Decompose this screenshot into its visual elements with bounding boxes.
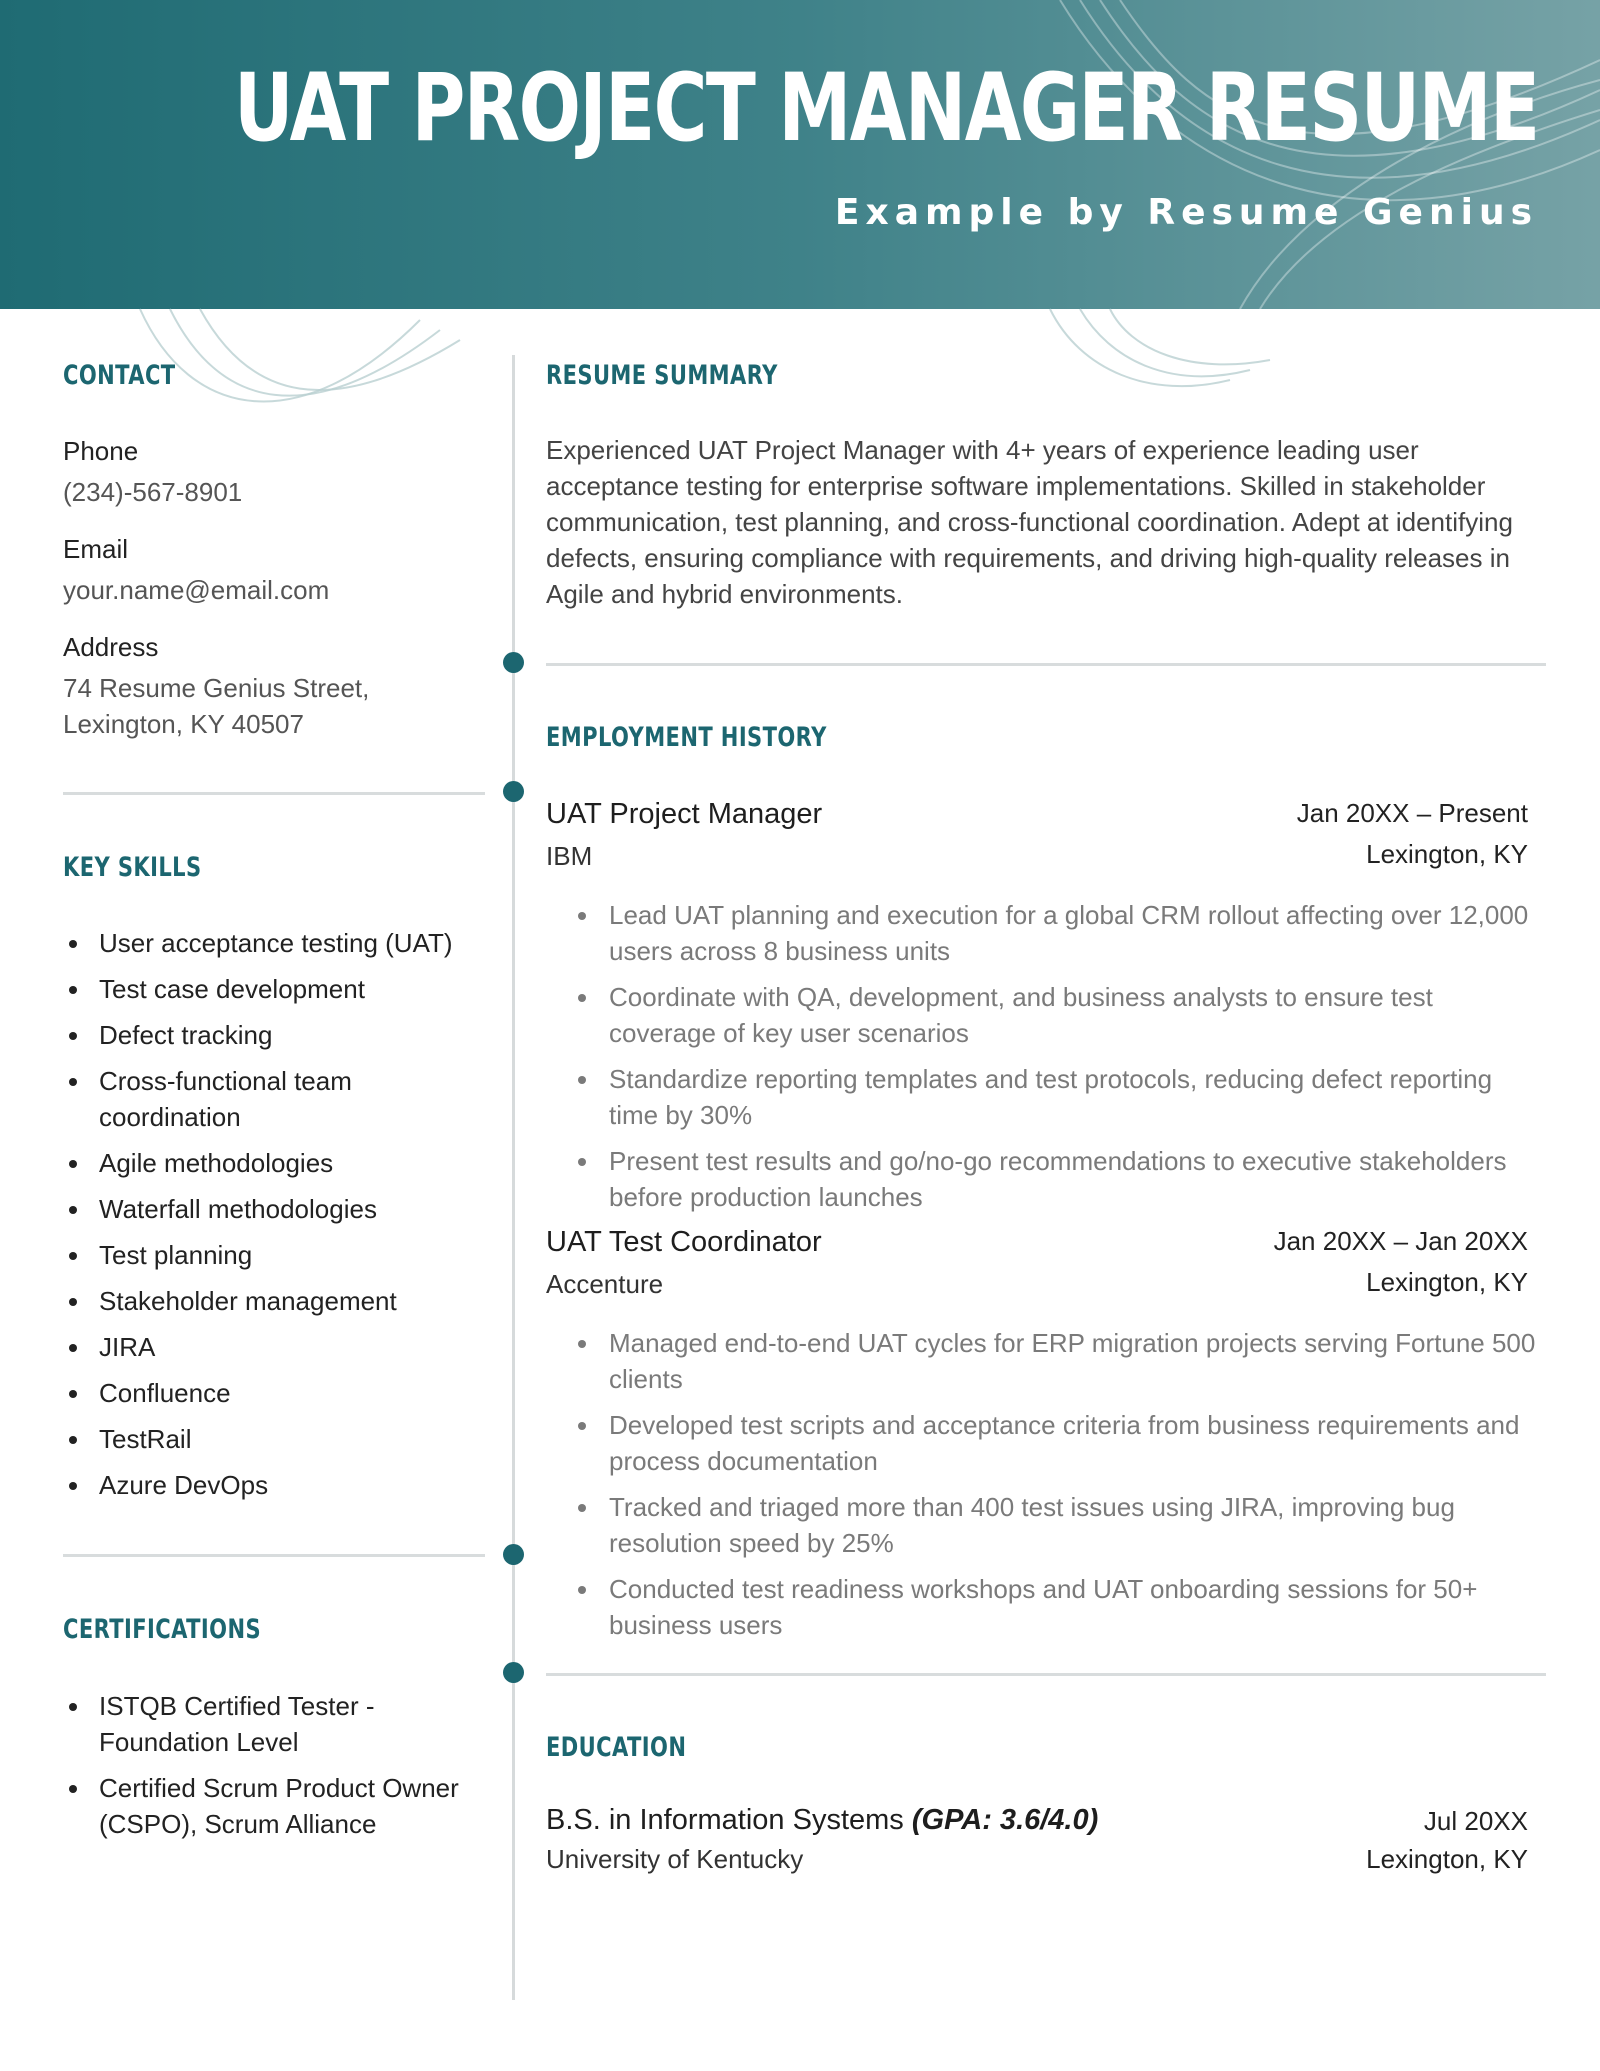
job-location: Lexington, KY: [1366, 839, 1528, 869]
email-value: your.name@email.com: [63, 575, 330, 605]
job-location: Lexington, KY: [1366, 1267, 1528, 1297]
summary-text: Experienced UAT Project Manager with 4+ years of experience leading user acceptance testing for enterprise software implementations. Skilled in stakeholder communication, test planning, and cross-functional coordination. Adept at identifying defects, ensuring compliance with requirements, and driving high-quality releases in Agile and hybrid environments.: [546, 435, 1513, 609]
job-bullet: Tracked and triaged more than 400 test issues using JIRA, improving bug resolution speed by 25%: [576, 1489, 1546, 1561]
certifications-heading: CERTIFICATIONS: [63, 1614, 262, 1645]
job-bullets: [576, 897, 1546, 1225]
summary-heading: RESUME SUMMARY: [546, 360, 778, 391]
job-company: Accenture: [546, 1269, 664, 1299]
certification-item: Certified Scrum Product Owner (CSPO), Scrum Alliance: [63, 1770, 493, 1842]
job-bullet: Coordinate with QA, development, and business analysts to ensure test coverage of key user scenarios: [576, 979, 1546, 1051]
education-heading: EDUCATION: [546, 1732, 687, 1763]
skill-item: Waterfall methodologies: [63, 1191, 493, 1227]
skill-item: Agile methodologies: [63, 1145, 493, 1181]
contact-heading: CONTACT: [63, 360, 176, 391]
divider: [546, 663, 1546, 666]
skill-item: TestRail: [63, 1421, 493, 1457]
education-date: Jul 20XX: [1423, 1806, 1528, 1836]
degree-gpa: (GPA: 3.6/4.0): [911, 1804, 1099, 1836]
divider: [63, 792, 485, 795]
job-company: IBM: [546, 841, 593, 871]
skill-item: Azure DevOps: [63, 1467, 493, 1503]
resume-subtitle: Example by Resume Genius: [834, 192, 1538, 233]
address-label: Address: [63, 632, 159, 662]
job-bullet: Present test results and go/no-go recommendations to executive stakeholders before production launches: [576, 1143, 1546, 1215]
skill-item: Defect tracking: [63, 1017, 493, 1053]
timeline-dot: [503, 1544, 524, 1565]
job-bullets: [576, 1325, 1546, 1653]
skill-item: Confluence: [63, 1375, 493, 1411]
skill-item: Cross-functional team coordination: [63, 1063, 399, 1135]
resume-title: UAT PROJECT MANAGER RESUME: [233, 54, 1538, 163]
job-bullet: Conducted test readiness workshops and UAT onboarding sessions for 50+ business users: [576, 1571, 1546, 1643]
key-skills-heading: KEY SKILLS: [63, 852, 202, 883]
timeline-dot: [503, 781, 524, 802]
job-dates: Jan 20XX – Present: [1296, 798, 1528, 828]
skill-item: Test case development: [63, 971, 493, 1007]
divider: [546, 1673, 1546, 1676]
school-name: University of Kentucky: [546, 1844, 804, 1874]
job-bullet: Managed end-to-end UAT cycles for ERP migration projects serving Fortune 500 clients: [576, 1325, 1546, 1397]
skill-item: User acceptance testing (UAT): [63, 925, 493, 961]
job-title: UAT Test Coordinator: [546, 1226, 822, 1258]
skill-item: Stakeholder management: [63, 1283, 493, 1319]
degree-name: B.S. in Information Systems: [546, 1804, 904, 1836]
skill-item: Test planning: [63, 1237, 493, 1273]
job-bullet: Developed test scripts and acceptance criteria from business requirements and process documentation: [576, 1407, 1546, 1479]
job-dates: Jan 20XX – Jan 20XX: [1273, 1226, 1528, 1256]
timeline-dot: [503, 1662, 524, 1683]
skills-list: [63, 925, 493, 1513]
certifications-list: [63, 1688, 493, 1852]
divider: [63, 1554, 485, 1557]
address-line1: 74 Resume Genius Street,: [63, 673, 370, 703]
education-location: Lexington, KY: [1366, 1844, 1528, 1874]
email-label: Email: [63, 534, 129, 564]
timeline-line: [512, 355, 515, 2000]
skill-item: JIRA: [63, 1329, 493, 1365]
job-title: UAT Project Manager: [546, 798, 823, 830]
phone-label: Phone: [63, 436, 139, 466]
employment-heading: EMPLOYMENT HISTORY: [546, 722, 827, 753]
job-bullet: Lead UAT planning and execution for a global CRM rollout affecting over 12,000 users across 8 business units: [576, 897, 1546, 969]
timeline-dot: [503, 652, 524, 673]
phone-value: (234)-567-8901: [63, 477, 243, 507]
address-line2: Lexington, KY 40507: [63, 709, 304, 739]
job-bullet: Standardize reporting templates and test protocols, reducing defect reporting time by 30%: [576, 1061, 1546, 1133]
degree-title: [546, 1804, 1098, 1837]
certification-item: ISTQB Certified Tester - Foundation Level: [63, 1688, 419, 1760]
header-banner: [0, 0, 1600, 309]
